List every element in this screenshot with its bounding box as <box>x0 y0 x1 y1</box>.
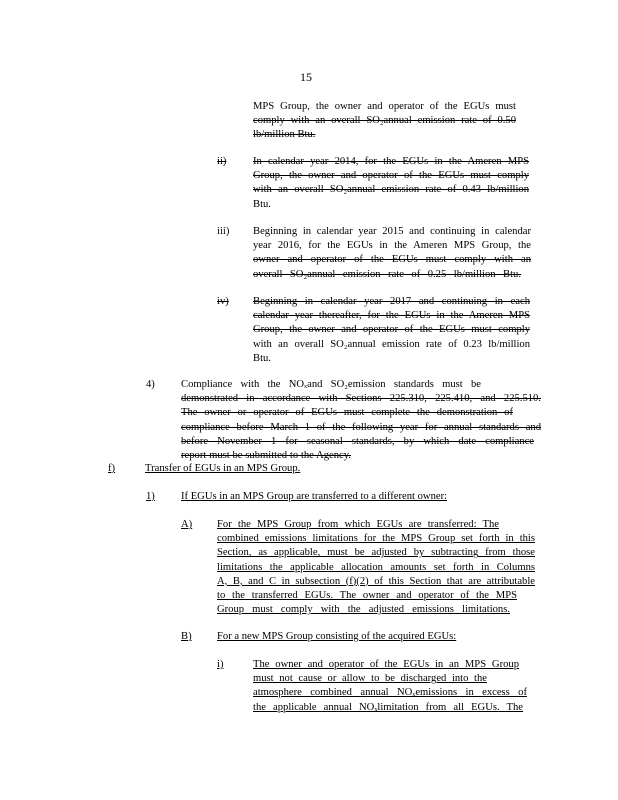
text-line: MPS Group, the owner and operator of the EGUs must <box>253 101 516 112</box>
text-line: atmosphere combined annual NOₓemissions in excess of <box>253 687 527 699</box>
item-label-1: 1) <box>146 491 155 502</box>
text-line-struck: In calendar year 2014, for the EGUs in the Ameren MPS <box>253 156 529 167</box>
text-line: must not cause or allow to be discharged into the <box>253 673 487 685</box>
item-ii-paragraph <box>253 155 529 212</box>
text-line-struck: Beginning in calendar year 2017 and continuing in each <box>253 296 530 307</box>
item-label-f: f) <box>108 463 116 474</box>
text-line-struck: Group, the owner and operator of the EGUs must comply <box>253 170 529 182</box>
text-line-struck: compliance before March 1 of the following year for annual standards and <box>181 421 541 433</box>
text-line: The owner and operator of the EGUs in an MPS Group <box>253 659 519 670</box>
item-label-Bi: i) <box>217 659 224 670</box>
text-line: to the transferred EGUs. The owner and operator of the MPS <box>217 590 517 602</box>
text-line: Compliance with the NOₓand SO₂emission standards must be <box>181 379 481 390</box>
continuation-paragraph <box>253 100 516 143</box>
item-label-iii: iii) <box>217 226 230 237</box>
text-line-struck: lb/million Btu. <box>253 129 316 141</box>
text-line: A, B, and C in subsection (f)(2) of this Section that are attributable <box>217 575 535 587</box>
item-4-paragraph <box>181 378 541 463</box>
text-line: Section, as applicable, must be adjusted by subtracting from those <box>217 547 535 559</box>
text-line: year 2016, for the EGUs in the Ameren MPS Group, the <box>253 240 531 252</box>
text-line-struck: comply with an overall SO₂annual emission rate of 0.50 <box>253 115 516 127</box>
section-heading-transfer: Transfer of EGUs in an MPS Group. <box>145 463 301 474</box>
text-line: Group must comply with the adjusted emissions limitations. <box>217 604 510 616</box>
item-Bi-paragraph <box>253 658 527 715</box>
text-line: limitations the applicable allocation amounts set forth in Columns <box>217 561 535 573</box>
item-B-text: For a new MPS Group consisting of the acquired EGUs: <box>217 631 457 642</box>
text-line: For the MPS Group from which EGUs are transferred: The <box>217 519 499 530</box>
item-label-ii: ii) <box>217 156 227 167</box>
text-line-struck: report must be submitted to the Agency. <box>181 450 351 462</box>
text-line-struck: with an overall SO₂annual emission rate of 0.43 lb/million <box>253 184 529 196</box>
item-label-B: B) <box>181 631 192 642</box>
text-line: combined emissions limitations for the MPS Group set forth in this <box>217 533 535 545</box>
text-line: the applicable annual NOₓlimitation from all EGUs. The <box>253 701 523 713</box>
text-line-struck: calendar year thereafter, for the EGUs in the Ameren MPS <box>253 310 530 322</box>
item-1-text: If EGUs in an MPS Group are transferred to a different owner: <box>181 491 448 502</box>
text-line: Beginning in calendar year 2015 and continuing in calendar <box>253 226 531 237</box>
item-label-4: 4) <box>146 379 155 390</box>
text-line-struck: Group, the owner and operator of the EGUs must comply <box>253 324 530 336</box>
text-line: Btu. <box>253 198 271 210</box>
text-line: Btu. <box>253 352 271 364</box>
text-line-struck: before November 1 for seasonal standards, by which date compliance <box>181 435 534 447</box>
item-label-A: A) <box>181 519 193 530</box>
item-iv-paragraph <box>253 295 530 366</box>
item-A-paragraph <box>217 518 535 617</box>
item-iii-paragraph <box>253 225 531 282</box>
text-line-struck: demonstrated in accordance with Sections 225.310, 225.410, and 225.510. <box>181 393 541 405</box>
text-line-struck: overall SO₂annual emission rate of 0.25 lb/million Btu. <box>253 268 521 280</box>
text-line: with an overall SO₂annual emission rate of 0.23 lb/million <box>253 338 530 350</box>
item-label-iv: iv) <box>217 296 229 307</box>
page-number: 15 <box>300 70 312 84</box>
text-line-struck: The owner or operator of EGUs must complete the demonstration of <box>181 407 513 419</box>
text-line-struck: owner and operator of the EGUs must comply with an <box>253 254 531 266</box>
